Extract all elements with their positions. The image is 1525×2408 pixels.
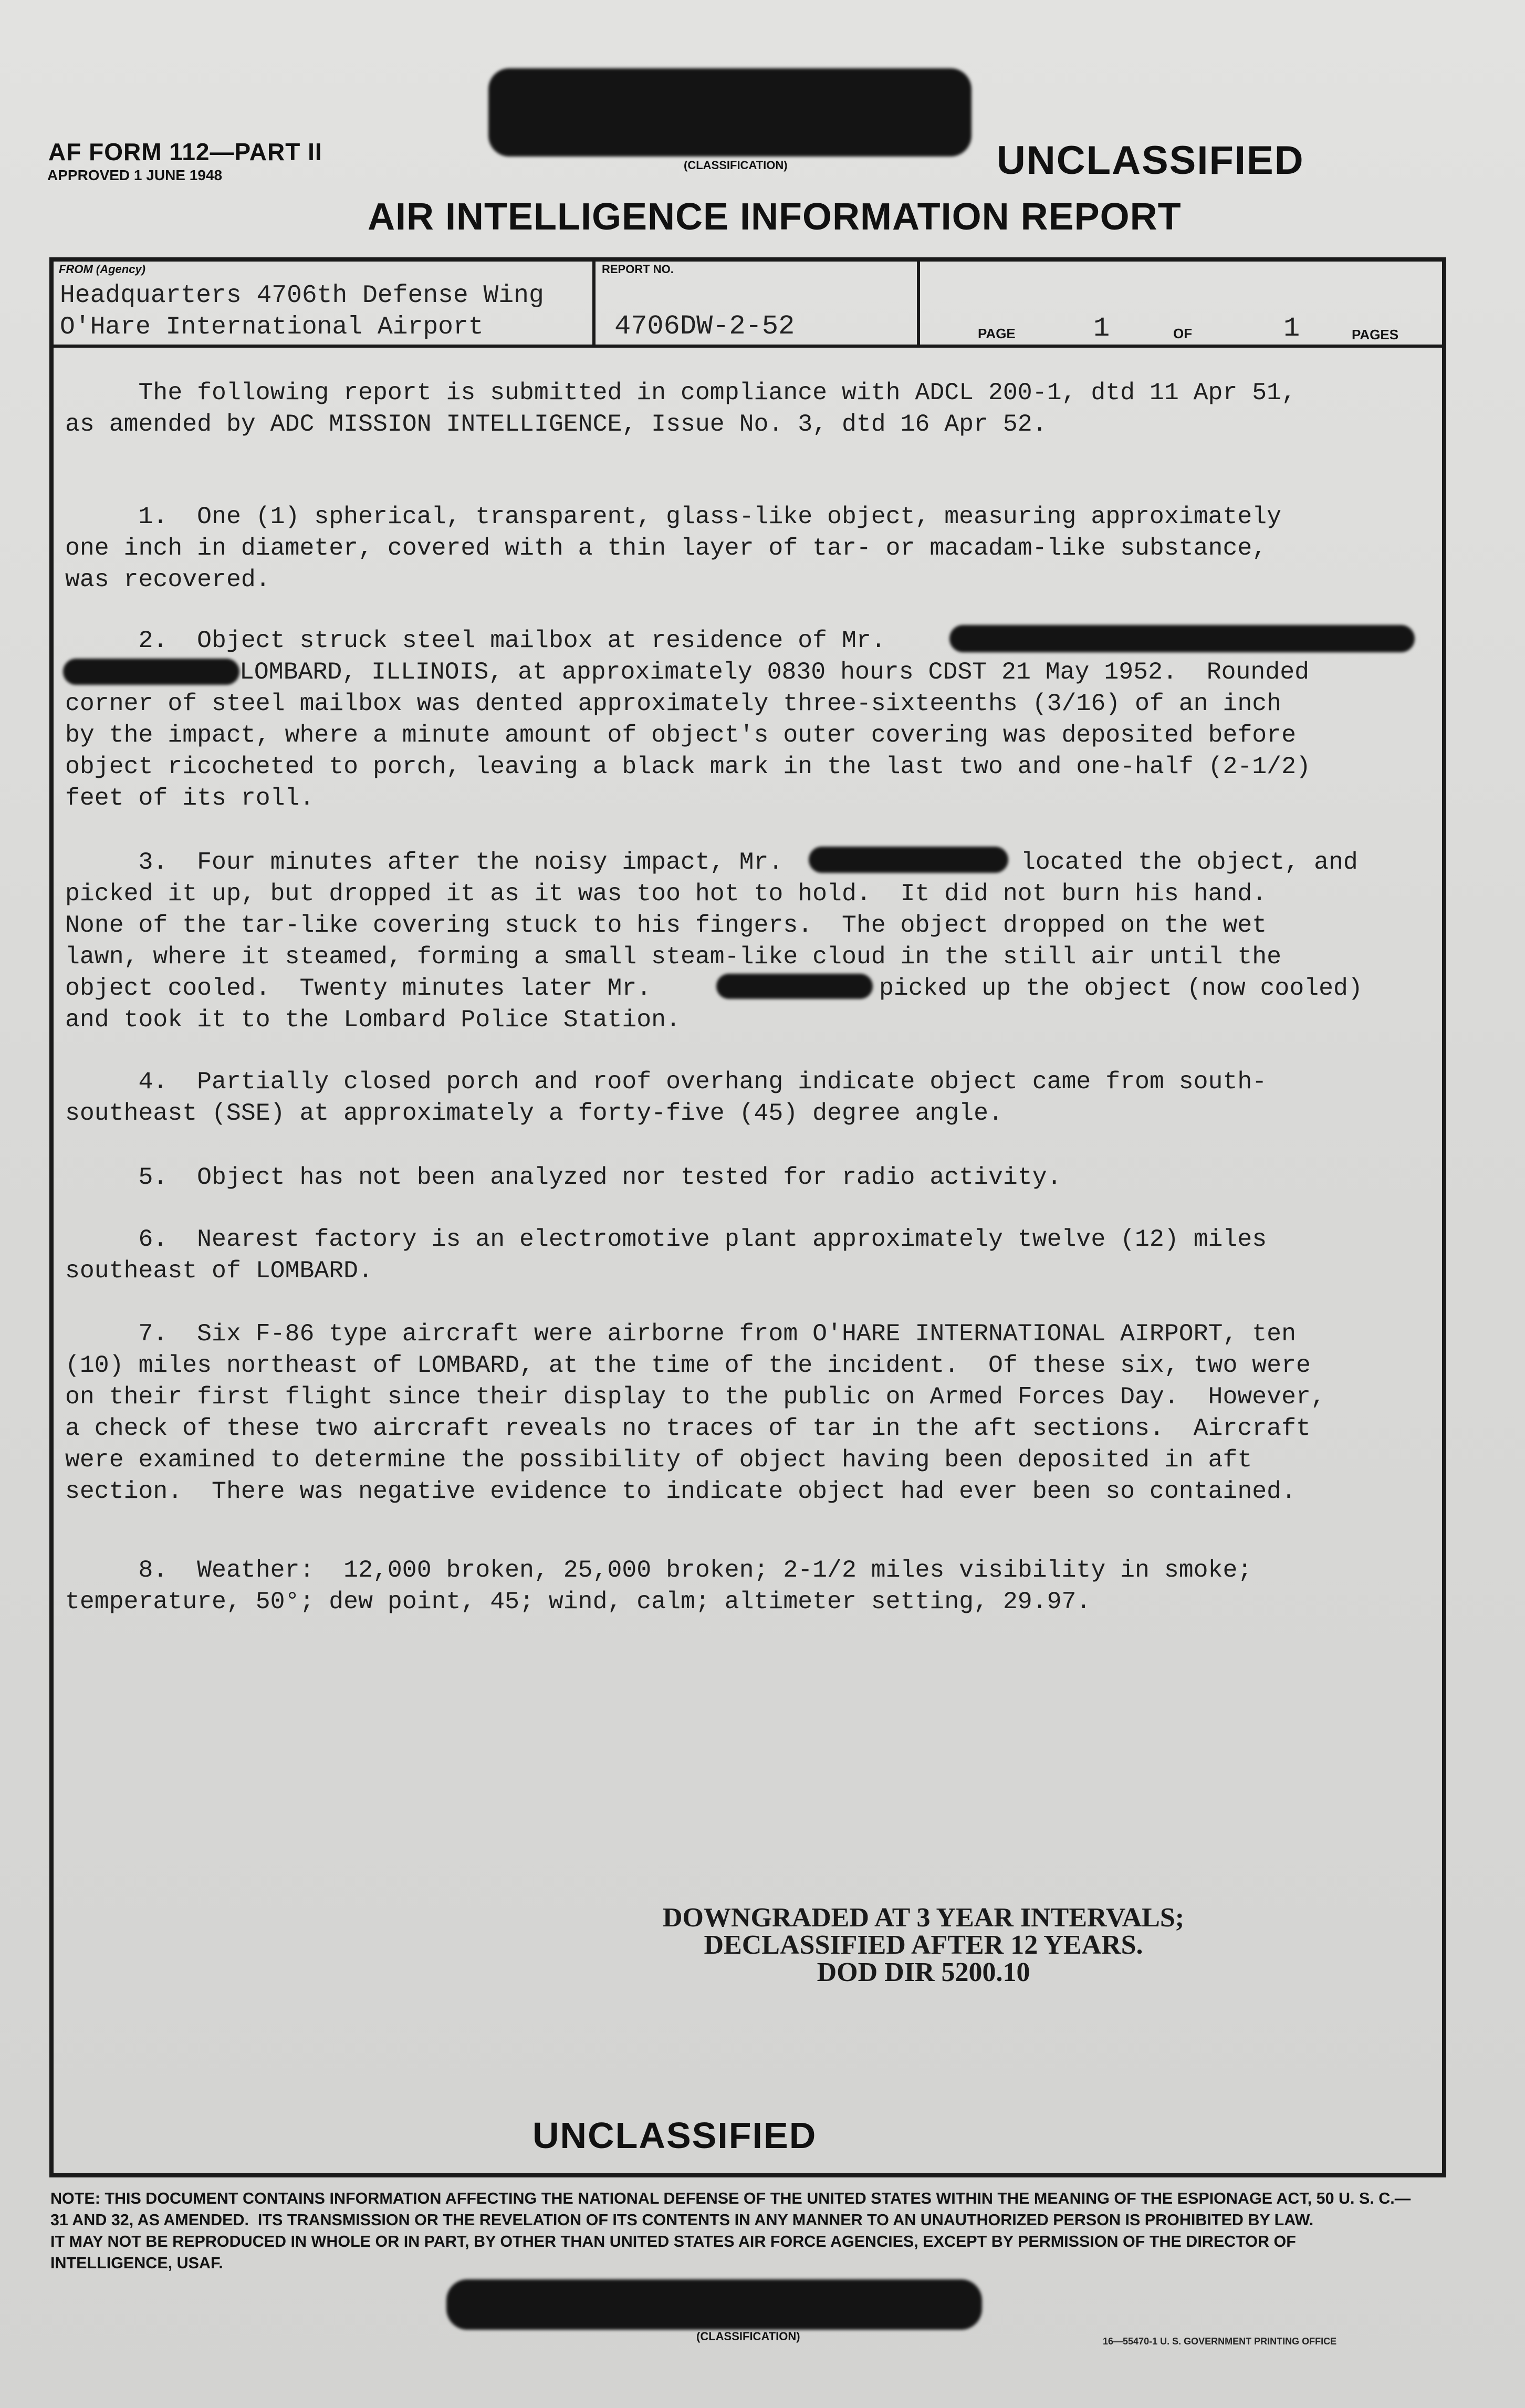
header-divider [49,345,1446,348]
downgrade-declassify-stamp: DOWNGRADED AT 3 YEAR INTERVALS; DECLASSIFIED AFTER 12 YEARS. DOD DIR 5200.10 [663,1903,1185,1987]
classification-caption-top: (CLASSIFICATION) [684,159,788,172]
paragraph-3-line-5: object cooled. Twenty minutes later Mr. [65,974,652,1002]
report-title: AIR INTELLIGENCE INFORMATION REPORT [368,196,1182,238]
from-agency-label: FROM (Agency) [59,263,145,276]
paragraph-2-line-1: 2. Object struck steel mailbox at residence of Mr. [65,627,886,654]
paragraph-3-middle: picked it up, but dropped it as it was too hot to hold. It did not burn his hand. None of the tar-like covering stuck to his fingers. The object dropped on the wet lawn, where it steamed, forming a small steam-like cloud in the still air until the [65,880,1282,971]
from-agency-line-2: O'Hare International Airport [60,313,484,341]
redacted-address [63,659,239,685]
from-agency-line-1: Headquarters 4706th Defense Wing [60,282,544,310]
form-id: AF FORM 112—PART II [48,138,322,165]
page-number: 1 [1093,313,1110,344]
unclassified-stamp-top: UNCLASSIFIED [997,138,1304,183]
paragraph-6: 6. Nearest factory is an electromotive plant approximately twelve (12) miles southeast of LOMBARD. [65,1225,1267,1285]
pages-label: PAGES [1352,327,1399,342]
page-label: PAGE [978,326,1016,341]
redacted-name-1 [949,625,1415,652]
paragraph-4: 4. Partially closed porch and roof overhang indicate object came from south- southeast (SSE) at approximately a forty-five (45) degree angle. [65,1068,1267,1127]
paragraph-8: 8. Weather: 12,000 broken, 25,000 broken; 2-1/2 miles visibility in smoke; temperature, 50°; dew point, 45; wind, calm; altimeter setting, 29.97. [65,1556,1252,1615]
paragraph-2-rest: corner of steel mailbox was dented approximately three-sixteenths (3/16) of an inch by the impact, where a minute amount of object's outer covering was deposited before object ricocheted to porch, leaving a black mark in the last two and one-half (2-1/2) feet of its roll. [65,690,1311,812]
paragraph-5: 5. Object has not been analyzed nor tested for radio activity. [65,1163,1062,1191]
paragraph-3-line-1: 3. Four minutes after the noisy impact, Mr. [65,848,784,876]
paragraph-7: 7. Six F-86 type aircraft were airborne from O'HARE INTERNATIONAL AIRPORT, ten (10) miles northeast of LOMBARD, at the time of the incident. Of these six, two were on their first flight since their display to the public on Armed Forces Day. However, a check of these two aircraft reveals no traces of tar in the aft sections. Aircraft were examined to determine the possibility of object having been deposited in aft section. There was negative evidence to indicate object had ever been so contained. [65,1320,1325,1505]
of-label: OF [1173,326,1193,341]
redacted-name-3 [716,974,873,999]
redacted-name-2 [809,847,1008,873]
paragraph-3-line-5-cont: picked up the object (now cooled) [879,974,1363,1002]
printing-office-mark: 16—55470-1 U. S. GOVERNMENT PRINTING OFFICE [1103,2336,1337,2347]
redacted-classification-bottom [446,2279,982,2330]
paragraph-3-line-6: and took it to the Lombard Police Station. [65,1006,681,1034]
classification-caption-bottom: (CLASSIFICATION) [696,2330,800,2343]
form-approved-date: APPROVED 1 JUNE 1948 [47,167,223,183]
header-col-divider-1 [592,257,596,346]
paragraph-3-line-1-cont: located the object, and [1021,848,1358,876]
espionage-act-notice: NOTE: THIS DOCUMENT CONTAINS INFORMATION AFFECTING THE NATIONAL DEFENSE OF THE UNITED STATES WITHIN THE MEANING OF THE ESPIONAGE ACT, 50 U. S. C.— 31 AND 32, AS AMENDED. ITS TRANSMISSION OR THE REVELATION OF ITS CONTENTS IN ANY MANNER TO AN UNAUTHORIZED PERSON IS PROHIBITED BY LAW. IT MAY NOT BE REPRODUCED IN WHOLE OR IN PART, BY OTHER THAN UNITED STATES AIR FORCE AGENCIES, EXCEPT BY PERMISSION OF THE DIRECTOR OF INTELLIGENCE, USAF. [50,2190,1411,2272]
unclassified-stamp-bottom: UNCLASSIFIED [532,2115,817,2156]
report-number: 4706DW-2-52 [614,311,795,342]
intro-paragraph: The following report is submitted in compliance with ADCL 200-1, dtd 11 Apr 51, as amended by ADC MISSION INTELLIGENCE, Issue No. 3, dtd 16 Apr 52. [65,379,1296,438]
header-col-divider-2 [917,257,920,346]
paragraph-1: 1. One (1) spherical, transparent, glass-like object, measuring approximately one inch in diameter, covered with a thin layer of tar- or macadam-like substance, was recovered. [65,503,1282,593]
paragraph-2-line-2: LOMBARD, ILLINOIS, at approximately 0830 hours CDST 21 May 1952. Rounded [239,658,1310,686]
redacted-classification-top [488,68,972,157]
total-pages: 1 [1283,313,1300,344]
report-no-label: REPORT NO. [602,263,674,276]
